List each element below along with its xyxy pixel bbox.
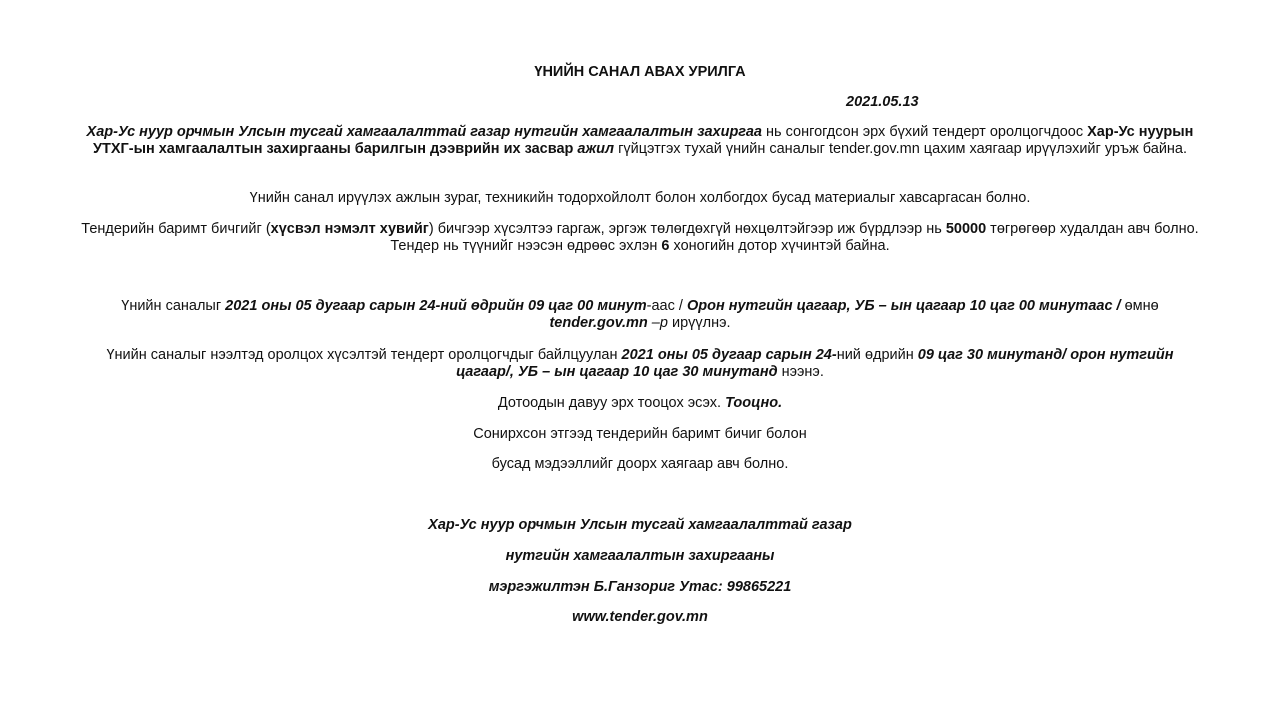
contact-line-2: бусад мэдээллийг доорх хаягаар авч болно. <box>491 456 789 472</box>
opening-text-2: ний өдрийн <box>836 347 918 363</box>
document-title: ҮНИЙН САНАЛ АВАХ УРИЛГА <box>534 64 746 80</box>
deadline-text-2: -аас / <box>646 298 687 314</box>
docs-amount: 50000 <box>945 221 987 237</box>
intro-org-name: Хар-Ус нуур орчмын Улсын тусгай хамгаалалттай газар нутгийн хамгаалалтын захиргаа <box>86 124 762 140</box>
deadline-site: tender.gov.mn <box>549 315 648 331</box>
deadline-text-4: –р <box>647 315 668 331</box>
deadline-paragraph <box>80 298 1200 332</box>
preference-paragraph <box>80 395 1200 412</box>
docs-text-1: Тендерийн баримт бичгийг ( <box>81 221 271 237</box>
materials-paragraph: Үнийн санал ирүүлэх ажлын зураг, техникийн тодорхойлолт болон холбогдох бусад материалыг хавсаргасан болно. <box>249 190 1031 206</box>
intro-text-2: гүйцэтгэх тухай үнийн саналыг tender.gov.mn цахим хаягаар ирүүлэхийг уръж байна. <box>614 141 1188 157</box>
signature-person: мэргэжилтэн Б.Ганзориг Утас: 99865221 <box>488 579 792 595</box>
preference-answer: Тооцно. <box>725 395 783 411</box>
docs-text-2: ) бичгээр хүсэлтээ гаргаж, эргэж төлөгдөхгүй нөхцөлтэйгээр иж бүрдлээр нь <box>428 221 946 237</box>
deadline-date: 2021 оны 05 дугаар сарын 24-ний өдрийн 09 цаг 00 минут <box>225 298 647 314</box>
opening-text-3: нээнэ. <box>777 364 824 380</box>
intro-project-name: Хар-Ус нуурын УТХГ-ын хамгаалалтын захиргааны барилгын дээврийн их засвар <box>92 124 1194 157</box>
opening-paragraph <box>80 347 1200 381</box>
contact-line-1: Сонирхсон этгээд тендерийн баримт бичиг болон <box>473 426 807 442</box>
docs-days: 6 <box>661 238 670 254</box>
deadline-text-5: ирүүлнэ. <box>667 315 731 331</box>
opening-text-1: Үнийн саналыг нээлтэд оролцох хүсэлтэй тендерт оролцогчдыг байлцуулан <box>106 347 622 363</box>
signature-org-line-1: Хар-Ус нуур орчмын Улсын тусгай хамгаалалттай газар <box>428 517 852 533</box>
deadline-text-1: Үнийн саналыг <box>121 298 226 314</box>
docs-extra-copy: хүсвэл нэмэлт хувийг <box>270 221 429 237</box>
opening-date: 2021 оны 05 дугаар сарын 24- <box>621 347 837 363</box>
docs-text-4: хоногийн дотор хүчинтэй байна. <box>669 238 890 254</box>
signature-org-line-2: нутгийн хамгаалалтын захиргааны <box>505 548 775 564</box>
preference-text: Дотоодын давуу эрх тооцох эсэх. <box>497 395 726 411</box>
deadline-text-3: өмнө <box>1120 298 1159 314</box>
signature-website: www.tender.gov.mn <box>572 609 708 625</box>
documents-paragraph <box>80 221 1200 255</box>
intro-paragraph <box>80 124 1200 158</box>
opening-time: 09 цаг 30 минутанд/ орон нутгийн цагаар/, УБ – ын цагаар 10 цаг 30 минутанд <box>456 347 1174 380</box>
intro-project-suffix: ажил <box>573 141 615 157</box>
docs-text-3: төгрөгөөр худалдан авч болно. Тендер нь түүнийг нээсэн өдрөөс эхлэн <box>390 221 1199 254</box>
document-date: 2021.05.13 <box>846 94 919 110</box>
intro-text-1: нь сонгогдсон эрх бүхий тендерт оролцогчдоос <box>762 124 1088 140</box>
deadline-local-time: Орон нутгийн цагаар, УБ – ын цагаар 10 цаг 00 минутаас / <box>686 298 1121 314</box>
